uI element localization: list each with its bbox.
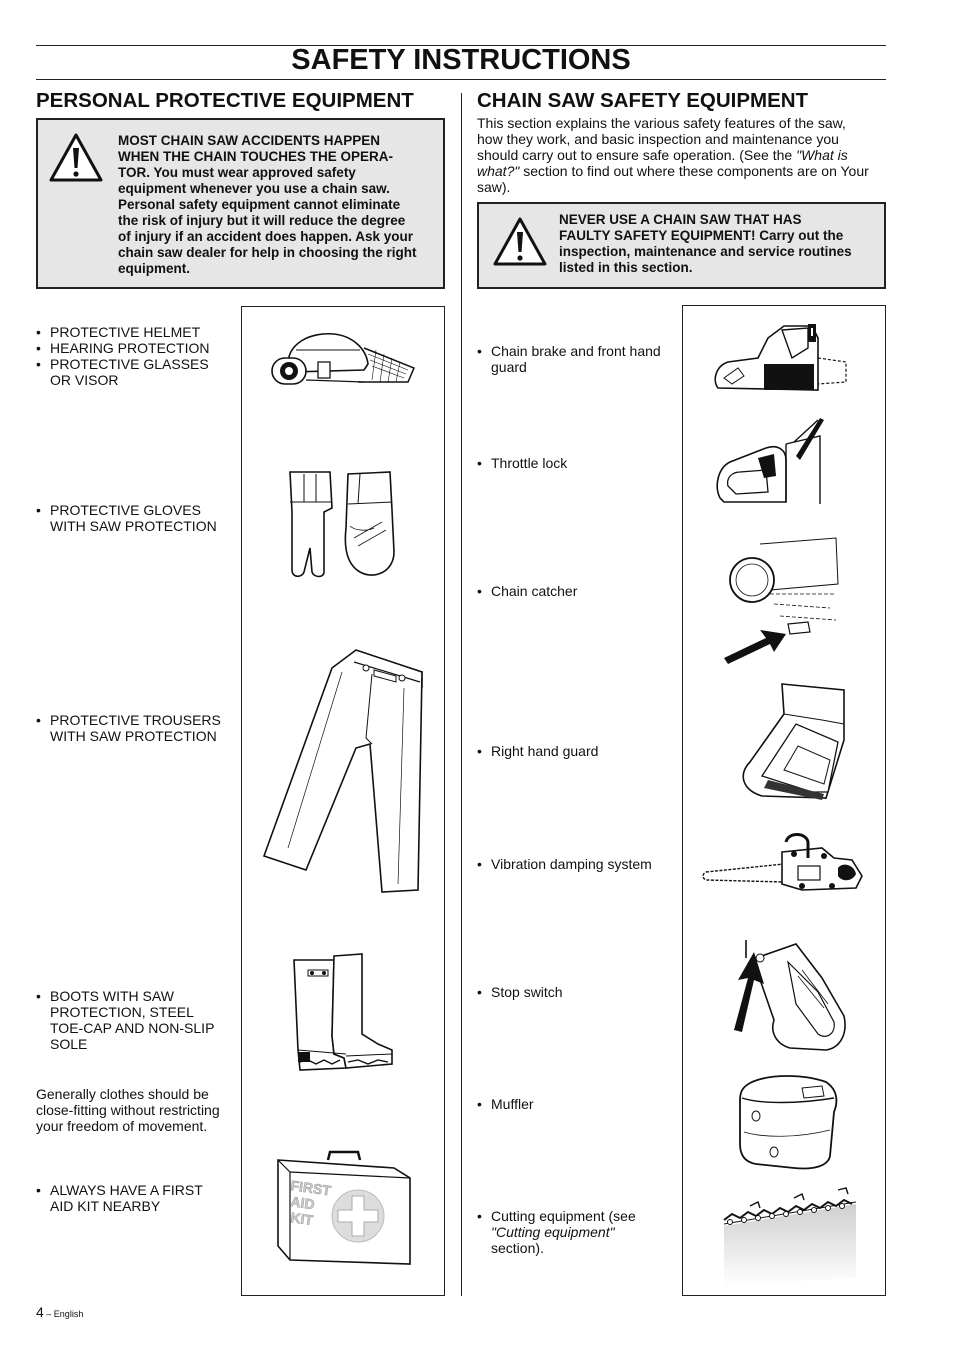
trousers-illustration <box>262 648 426 896</box>
svg-text:KIT: KIT <box>289 1209 315 1229</box>
list-trousers: • PROTECTIVE TROUSERS WITH SAW PROTECTION <box>36 712 221 744</box>
page-number: 4 <box>36 1304 44 1320</box>
svg-text:AID: AID <box>289 1193 316 1213</box>
list-boots: • BOOTS WITH SAW PROTECTION, STEEL TOE-CAP AND NON-SLIP SOLE <box>36 988 215 1052</box>
first-aid-kit-illustration <box>276 1146 414 1266</box>
warning-triangle-icon <box>48 132 104 184</box>
item-right-hand-guard: • Right hand guard <box>477 743 599 759</box>
title-rule <box>36 79 886 80</box>
muffler-illustration <box>734 1072 840 1172</box>
left-heading: PERSONAL PROTECTIVE EQUIPMENT <box>36 89 414 112</box>
svg-text:FIRST: FIRST <box>289 1177 332 1199</box>
column-divider <box>461 93 462 1296</box>
left-warning-box <box>36 118 445 289</box>
list-gloves: • PROTECTIVE GLOVES WITH SAW PROTECTION <box>36 502 217 534</box>
right-warning-box <box>477 202 886 289</box>
item-muffler: • Muffler <box>477 1096 534 1112</box>
page-title: SAFETY INSTRUCTIONS <box>291 44 631 76</box>
page-language: – English <box>43 1309 84 1319</box>
warning-triangle-icon <box>492 216 548 268</box>
chain-brake-illustration <box>708 318 848 398</box>
item-chain-brake: • Chain brake and front hand guard <box>477 343 661 375</box>
item-throttle-lock: • Throttle lock <box>477 455 568 471</box>
chain-catcher-illustration <box>720 534 842 666</box>
item-stop-switch: • Stop switch <box>477 984 563 1000</box>
item-cutting-equipment: • Cutting equipment (see "Cutting equipment" section). <box>477 1208 636 1256</box>
throttle-lock-illustration <box>714 416 826 506</box>
item-chain-catcher: • Chain catcher <box>477 583 578 599</box>
clothing-note: Generally clothes should be close-fitting without restricting your freedom of movement. <box>36 1086 220 1134</box>
list-helmet: • PROTECTIVE HELMET • HEARING PROTECTION • PROTECTIVE GLASSES OR VISOR <box>36 324 210 388</box>
item-vibration-damping: • Vibration damping system <box>477 856 652 872</box>
cutting-equipment-illustration <box>720 1186 860 1288</box>
left-warning-text: MOST CHAIN SAW ACCIDENTS HAPPEN WHEN THE CHAIN TOUCHES THE OPERA- TOR. You must wear approved safety equipment whenever you use a chain saw. Personal safety equipment cannot eliminate the risk of injury but it will reduce the degree of injury if an accident does happen. Ask your chain saw dealer for help in choosing the right equipment. <box>118 133 417 276</box>
right-hand-guard-illustration <box>732 680 850 804</box>
gloves-illustration <box>284 468 400 582</box>
stop-switch-illustration <box>726 938 848 1054</box>
vibration-damping-illustration <box>702 828 864 896</box>
right-warning-text: NEVER USE A CHAIN SAW THAT HAS FAULTY SAFETY EQUIPMENT! Carry out the inspection, maintenance and service routines listed in this section. <box>559 212 852 275</box>
helmet-illustration <box>268 328 418 390</box>
right-heading: CHAIN SAW SAFETY EQUIPMENT <box>477 89 809 112</box>
boots-illustration <box>288 950 400 1074</box>
list-first-aid: • ALWAYS HAVE A FIRST AID KIT NEARBY <box>36 1182 203 1214</box>
page-footer <box>36 1304 83 1320</box>
right-intro-text: This section explains the various safety features of the saw, how they work, and basic inspection and maintenance you should carry out to ensure safe operation. (See the "What is what?" section to find out where these components are on Your saw). <box>477 115 869 195</box>
